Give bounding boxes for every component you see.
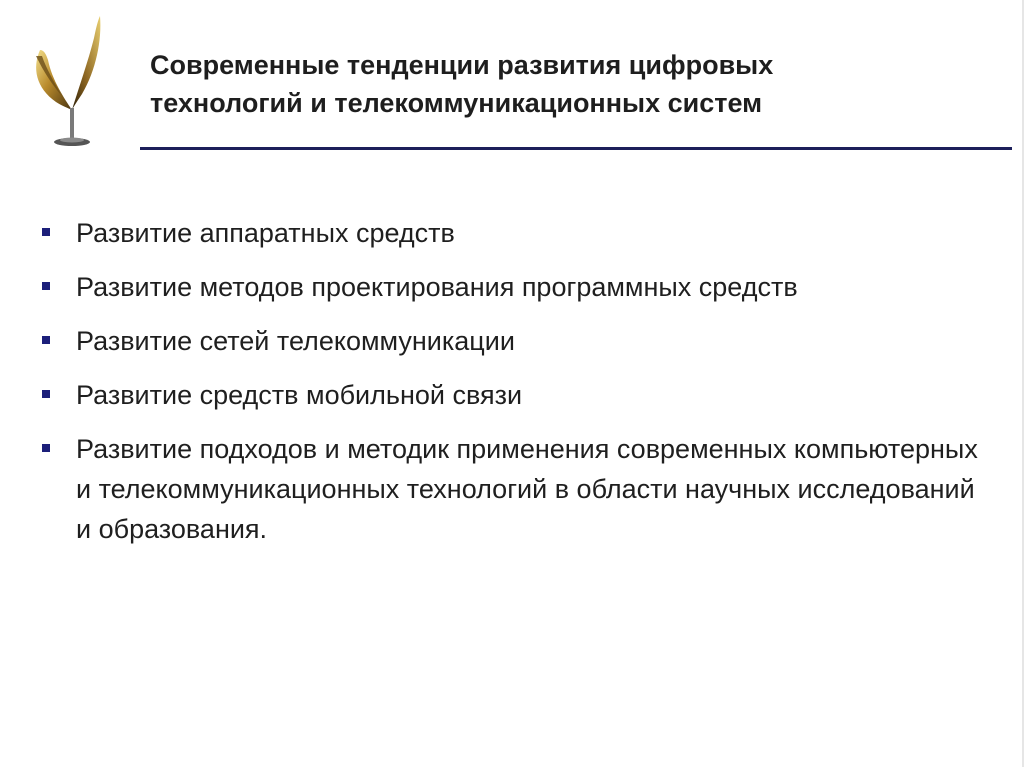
bullet-text: Развитие методов проектирования программных средств [76,272,798,302]
bullet-list [40,213,1000,563]
bullet-text: Развитие подходов и методик применения современных компьютерных и телекоммуникационных технологий в области научных исследований и образования. [76,434,978,544]
title-divider [140,147,1012,150]
bullet-item [40,429,1000,549]
bullet-item [40,321,1000,361]
square-bullet-icon [42,282,50,290]
square-bullet-icon [42,444,50,452]
square-bullet-icon [42,228,50,236]
page-title [150,46,1010,122]
bullet-text: Развитие аппаратных средств [76,218,455,248]
sculpture-logo-icon [18,10,118,150]
square-bullet-icon [42,336,50,344]
bullet-item [40,375,1000,415]
bullet-text: Развитие средств мобильной связи [76,380,523,410]
page-title-line-1: Современные тенденции развития цифровых [150,50,774,80]
page-title-line-2: технологий и телекоммуникационных систем [150,88,763,118]
bullet-item [40,267,1000,307]
square-bullet-icon [42,390,50,398]
bullet-item [40,213,1000,253]
bullet-text: Развитие сетей телекоммуникации [76,326,515,356]
